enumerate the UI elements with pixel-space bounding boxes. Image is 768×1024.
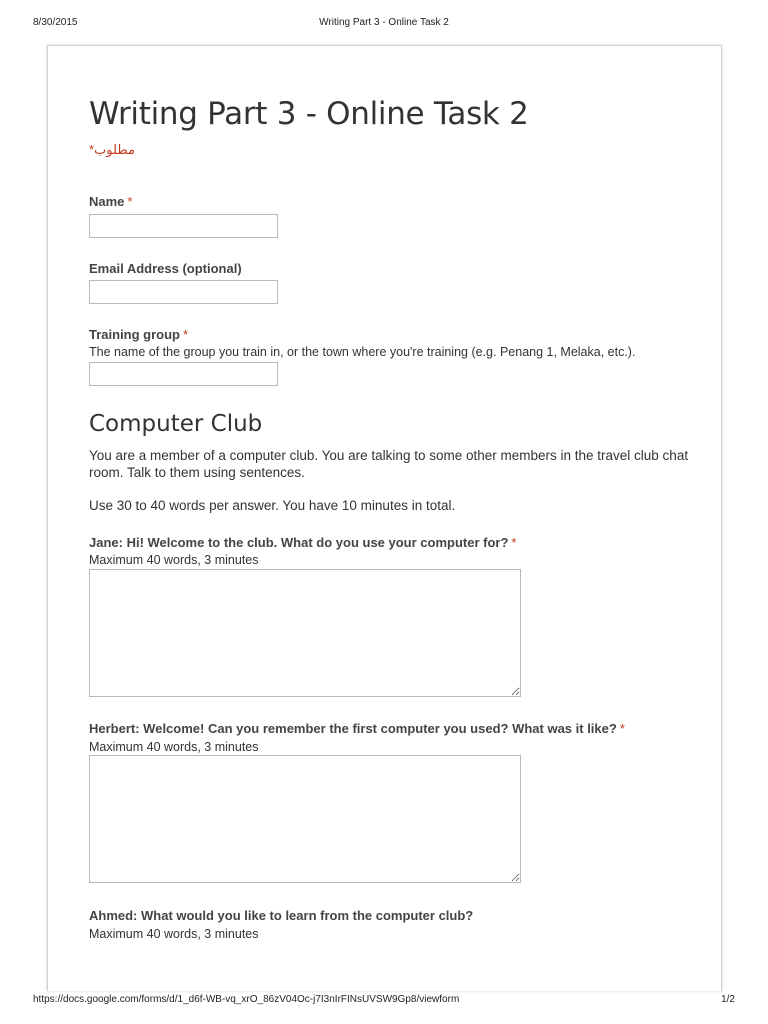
- question-herbert-textarea[interactable]: [89, 755, 521, 883]
- question-herbert-label: [89, 721, 625, 736]
- print-url: https://docs.google.com/forms/d/1_d6f-WB-vq_xrO_86zV04Oc-j7I3nIrFINsUVSW9Gp8/viewform: [33, 994, 460, 1005]
- form-card: [47, 45, 722, 991]
- question-ahmed-text: Ahmed: What would you like to learn from the computer club?: [89, 908, 474, 923]
- question-jane-label: [89, 535, 516, 550]
- required-asterisk: *: [511, 535, 517, 550]
- required-note: *مطلوب: [89, 142, 135, 157]
- email-input[interactable]: [89, 280, 278, 304]
- training-group-label: [89, 327, 188, 342]
- name-input[interactable]: [89, 214, 278, 238]
- question-jane-text: Jane: Hi! Welcome to the club. What do you use your computer for?: [89, 535, 509, 550]
- required-asterisk: *: [183, 327, 189, 342]
- training-group-input[interactable]: [89, 362, 278, 386]
- name-label-text: Name: [89, 194, 125, 209]
- print-date: 8/30/2015: [33, 17, 78, 28]
- name-label: [89, 194, 132, 209]
- email-label-text: Email Address (optional): [89, 261, 242, 276]
- question-ahmed-label: [89, 908, 473, 923]
- email-label: [89, 261, 242, 276]
- question-jane-textarea[interactable]: [89, 569, 521, 697]
- print-page-title: Writing Part 3 - Online Task 2: [319, 17, 449, 28]
- question-jane-help: Maximum 40 words, 3 minutes: [89, 553, 259, 567]
- section-description: You are a member of a computer club. You are talking to some other members in the travel club chat room. Talk to them using sentences.: [89, 448, 689, 480]
- required-asterisk: *: [127, 194, 133, 209]
- training-group-label-text: Training group: [89, 327, 180, 342]
- question-herbert-help: Maximum 40 words, 3 minutes: [89, 740, 259, 754]
- section-instructions: Use 30 to 40 words per answer. You have 10 minutes in total.: [89, 498, 456, 513]
- section-title: Computer Club: [89, 411, 263, 437]
- required-asterisk: *: [619, 721, 625, 736]
- question-herbert-text: Herbert: Welcome! Can you remember the first computer you used? What was it like?: [89, 721, 617, 736]
- question-ahmed-help: Maximum 40 words, 3 minutes: [89, 927, 259, 941]
- training-group-help: The name of the group you train in, or the town where you're training (e.g. Penang 1, Melaka, etc.).: [89, 345, 636, 359]
- print-page-number: 1/2: [721, 994, 735, 1005]
- form-title: Writing Part 3 - Online Task 2: [89, 96, 529, 132]
